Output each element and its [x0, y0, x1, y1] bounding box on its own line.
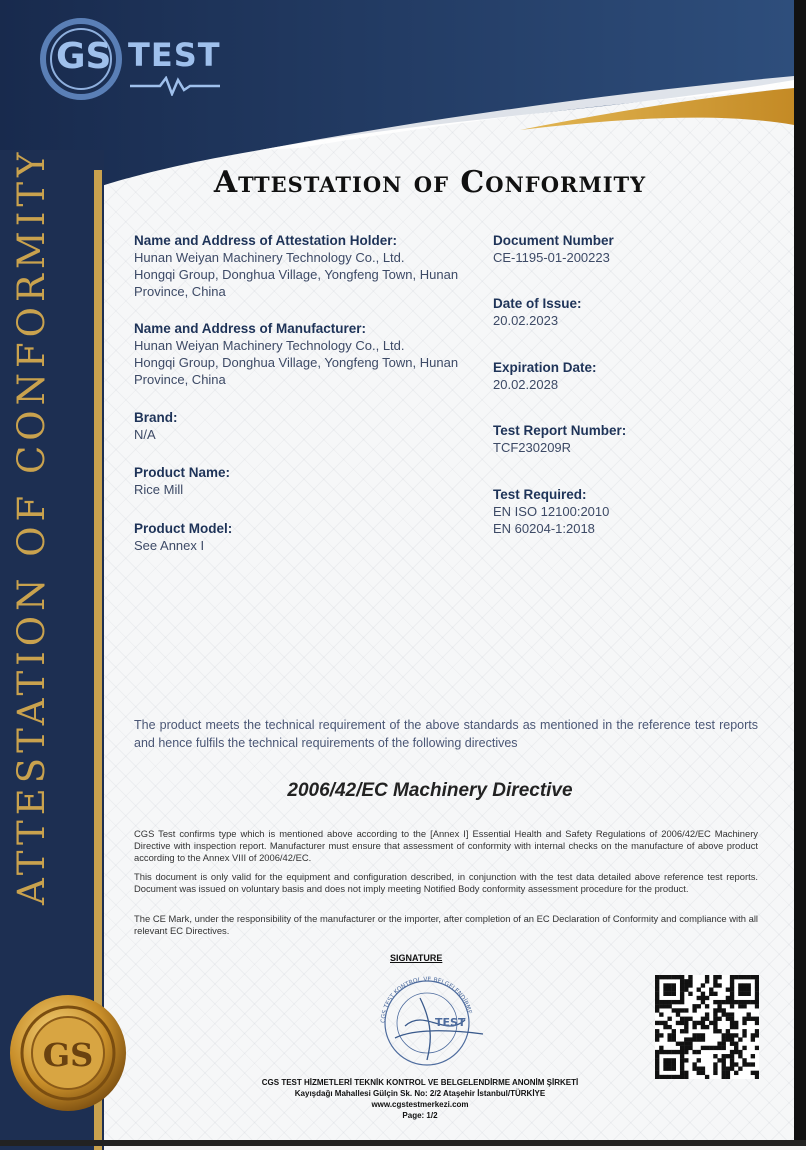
- svg-text:TEST: TEST: [435, 1016, 466, 1029]
- frame-edge: [794, 0, 806, 1146]
- logo-word: TEST: [128, 36, 221, 74]
- company-logo: [36, 14, 226, 104]
- field-value: Hunan Weiyan Machinery Technology Co., Ltd.: [134, 250, 405, 265]
- product-model-field: [134, 520, 474, 554]
- field-label: Date of Issue:: [493, 296, 582, 311]
- brand-field: [134, 409, 474, 443]
- field-value: Hongqi Group, Donghua Village, Yongfeng Town, Hunan: [134, 267, 459, 282]
- fine-print-3: The CE Mark, under the responsibility of the manufacturer or the importer, after completion of an EC Declaration of Conformity and compliance with all relevant EC Directives.: [134, 913, 758, 936]
- field-label: Document Number: [493, 233, 614, 248]
- directive-title: 2006/42/EC Machinery Directive: [287, 780, 573, 801]
- test-report-number-field: [493, 422, 753, 456]
- document-number-field: [493, 232, 753, 266]
- field-label: Product Model:: [134, 521, 233, 536]
- signature-label: SIGNATURE: [390, 953, 443, 963]
- page-title: Attestation of Conformity: [213, 165, 647, 200]
- date-of-issue-field: [493, 295, 753, 329]
- field-label: Test Required:: [493, 487, 587, 502]
- product-name-field: [134, 464, 474, 498]
- field-label: Expiration Date:: [493, 360, 597, 375]
- field-label: Name and Address of Manufacturer:: [134, 321, 367, 336]
- field-value: Province, China: [134, 284, 226, 299]
- signature-stamp: [365, 968, 495, 1068]
- attestation-holder-field: [134, 232, 474, 300]
- field-value: CE-1195-01-200223: [493, 250, 610, 265]
- footer-website: www.cgstestmerkezi.com: [371, 1100, 469, 1109]
- field-label: Test Report Number:: [493, 423, 627, 438]
- logo-letters: GS: [56, 36, 112, 77]
- expiration-date-field: [493, 359, 753, 393]
- field-label: Brand:: [134, 410, 178, 425]
- fine-print-2: This document is only valid for the equipment and configuration described, in conjunction with the test data detailed above reference test reports. Document was issued on voluntary basis and does not imply meeting Notified Body conformity assessment procedure for the product.: [134, 871, 758, 894]
- field-value: Province, China: [134, 372, 226, 387]
- sidebar-vertical-title: ATTESTATION OF CONFORMITY: [10, 147, 53, 905]
- stamp-text: CGS TEST KONTROL VE BELGELENDİRME: [379, 975, 473, 1024]
- frame-edge-bottom: [0, 1140, 806, 1146]
- field-value: Rice Mill: [134, 482, 184, 497]
- footer-address: Kayışdağı Mahallesi Gülçin Sk. No: 2/2 Ataşehir İstanbul/TÜRKİYE: [294, 1089, 546, 1098]
- field-value: Hunan Weiyan Machinery Technology Co., Ltd.: [134, 338, 405, 353]
- field-value: Hongqi Group, Donghua Village, Yongfeng Town, Hunan: [134, 355, 459, 370]
- conformity-statement: The product meets the technical requirement of the above standards as mentioned in the reference test reports and hence fulfils the technical requirements of the following directives: [134, 718, 758, 750]
- field-value: TCF230209R: [493, 440, 572, 455]
- qr-code-icon: [655, 975, 759, 1079]
- field-value: N/A: [134, 427, 156, 442]
- fine-print-1: CGS Test confirms type which is mentioned above according to the [Annex I] Essential Health and Safety Regulations of 2006/42/EC Machinery Directive with inspection report. Manufacturer must ensure that assessment of conformity with internal checks on the manufacture of above product according to the Annex VIII of 2006/42/EC.: [134, 828, 758, 863]
- field-value: EN ISO 12100:2010: [493, 504, 610, 519]
- field-label: Product Name:: [134, 465, 231, 480]
- field-value: See Annex I: [134, 538, 205, 553]
- footer-company: CGS TEST HİZMETLERİ TEKNİK KONTROL VE BELGELENDİRME ANONİM ŞİRKETİ: [261, 1078, 579, 1087]
- manufacturer-field: [134, 320, 474, 388]
- footer: [150, 1077, 690, 1121]
- gold-seal-icon: [8, 988, 128, 1118]
- field-value: 20.02.2023: [493, 313, 559, 328]
- field-value: EN 60204-1:2018: [493, 521, 595, 536]
- svg-text:GS: GS: [42, 1036, 94, 1074]
- field-value: 20.02.2028: [493, 377, 559, 392]
- test-required-field: [493, 486, 753, 537]
- pulse-icon: [130, 76, 220, 96]
- footer-page: Page: 1/2: [402, 1111, 438, 1120]
- field-label: Name and Address of Attestation Holder:: [134, 233, 398, 248]
